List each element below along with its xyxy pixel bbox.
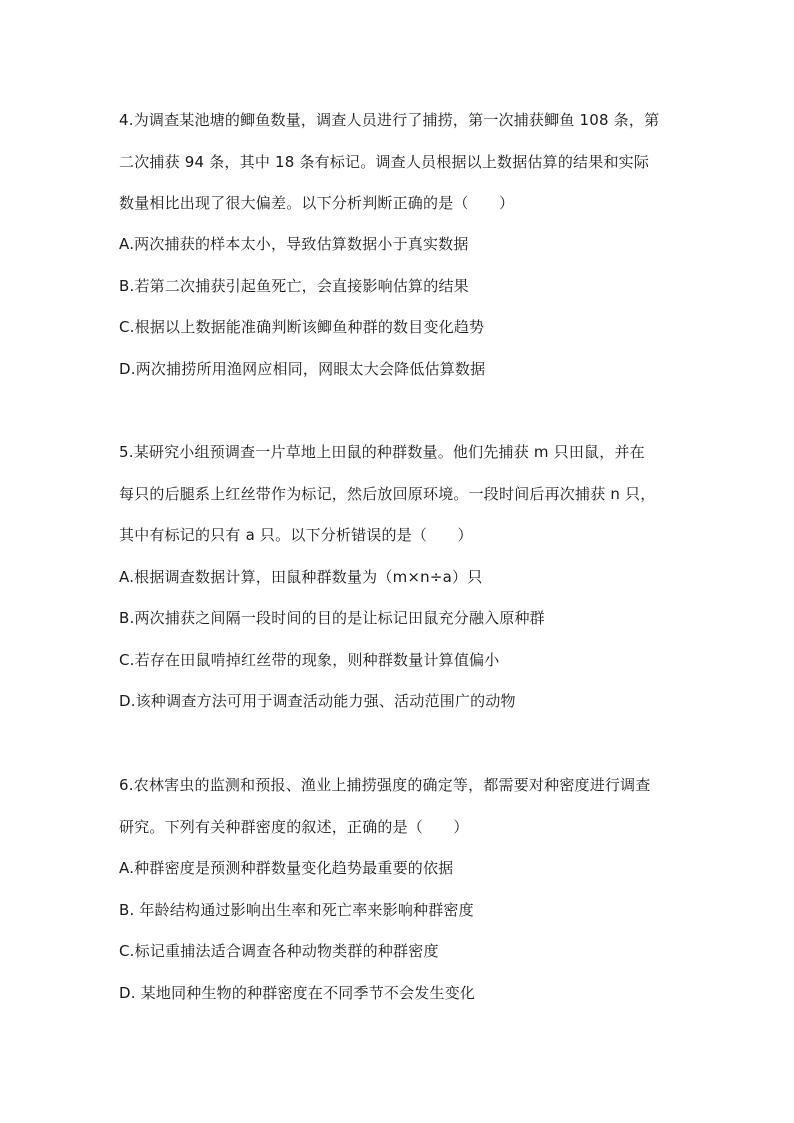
- question-4-stem-line-1: 4.为调查某池塘的鲫鱼数量，调查人员进行了捕捞，第一次捕获鲫鱼 108 条，第: [119, 111, 660, 129]
- question-6-option-c: C.标记重捕法适合调查各种动物类群的种群密度: [119, 942, 439, 960]
- question-4-stem-line-2: 二次捕获 94 条，其中 18 条有标记。调查人员根据以上数据估算的结果和实际: [119, 153, 650, 171]
- question-5-option-b: B.两次捕获之间隔一段时间的目的是让标记田鼠充分融入原种群: [119, 609, 545, 627]
- question-5-option-c: C.若存在田鼠啃掉红丝带的现象，则种群数量计算值偏小: [119, 651, 500, 669]
- question-6-stem-line-1: 6.农林害虫的监测和预报、渔业上捕捞强度的确定等，都需要对种密度进行调查: [119, 776, 651, 794]
- question-4-stem-line-3: 数量相比出现了很大偏差。以下分析判断正确的是（ ）: [119, 194, 515, 212]
- question-5-option-d: D.该种调查方法可用于调查活动能力强、活动范围广的动物: [119, 692, 516, 710]
- question-4-option-c: C.根据以上数据能准确判断该鲫鱼种群的数目变化趋势: [119, 318, 485, 336]
- question-5-option-a: A.根据调查数据计算，田鼠种群数量为（m×n÷a）只: [119, 568, 483, 586]
- question-6-option-b: B. 年龄结构通过影响出生率和死亡率来影响种群密度: [119, 901, 474, 919]
- question-5-stem-line-3: 其中有标记的只有 a 只。以下分析错误的是（ ）: [119, 526, 473, 544]
- question-4-option-d: D.两次捕捞所用渔网应相同，网眼太大会降低估算数据: [119, 360, 486, 378]
- question-6-stem-line-2: 研究。下列有关种群密度的叙述，正确的是（ ）: [119, 818, 469, 836]
- question-4-option-b: B.若第二次捕获引起鱼死亡，会直接影响估算的结果: [119, 277, 469, 295]
- question-5-stem-line-2: 每只的后腿系上红丝带作为标记，然后放回原环境。一段时间后再次捕获 n 只，: [119, 485, 656, 503]
- question-6-option-d: D. 某地同种生物的种群密度在不同季节不会发生变化: [119, 984, 476, 1002]
- question-5-stem-line-1: 5.某研究小组预调查一片草地上田鼠的种群数量。他们先捕获 m 只田鼠，并在: [119, 443, 645, 461]
- question-6-option-a: A.种群密度是预测种群数量变化趋势最重要的依据: [119, 859, 454, 877]
- question-4-option-a: A.两次捕获的样本太小，导致估算数据小于真实数据: [119, 235, 469, 253]
